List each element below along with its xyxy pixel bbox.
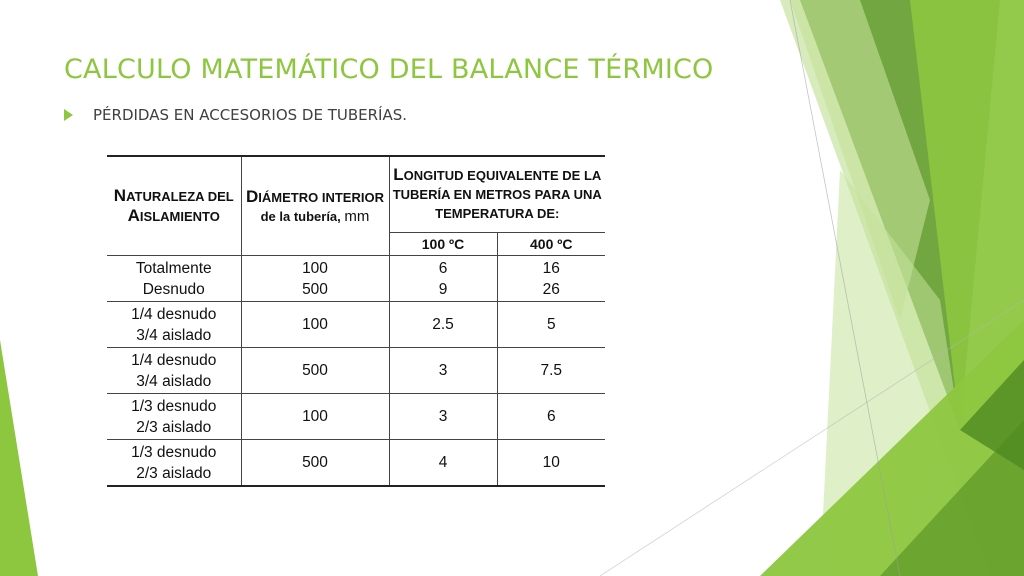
cell-text: 26 — [542, 280, 560, 298]
table-row — [107, 348, 605, 394]
cell-text: 6 — [438, 259, 448, 277]
bullet-item — [64, 106, 407, 124]
cell-text: 500 — [302, 280, 328, 298]
cell-text: 3/4 aislado — [136, 372, 212, 390]
cell-diametro — [241, 256, 389, 302]
cell-text: 2/3 aislado — [136, 418, 212, 436]
cell-text: 1/3 desnudo — [131, 397, 217, 415]
header-naturaleza — [107, 156, 241, 256]
cell-naturaleza — [107, 256, 241, 302]
header-naturaleza-line1: NATURALEZA DEL — [113, 186, 234, 205]
heat-loss-table — [107, 155, 605, 487]
table-row — [107, 302, 605, 348]
cell-400c: 6 — [546, 408, 556, 425]
header-temp-100: 100 ºC — [389, 232, 497, 255]
cell-400c — [497, 256, 605, 302]
cell-text: 16 — [542, 259, 560, 277]
cell-text: Totalmente — [135, 259, 212, 277]
cell-100c: 4 — [389, 440, 497, 487]
cell-text: 1/4 desnudo — [131, 351, 217, 369]
cell-100c: 3 — [389, 394, 497, 440]
header-temp-400: 400 ºC — [497, 232, 605, 255]
slide-title: CALCULO MATEMÁTICO DEL BALANCE TÉRMICO — [64, 54, 714, 85]
cell-400c: 10 — [542, 454, 560, 471]
cell-diametro: 500 — [241, 440, 389, 487]
table-row — [107, 394, 605, 440]
cell-naturaleza — [107, 348, 241, 394]
cell-naturaleza — [107, 394, 241, 440]
cell-100c: 3 — [389, 348, 497, 394]
cell-diametro: 500 — [241, 348, 389, 394]
cell-naturaleza — [107, 302, 241, 348]
cell-400c: 7.5 — [540, 362, 563, 379]
header-longitud-line2: TUBERÍA EN METROS PARA UNA — [392, 187, 602, 203]
header-diametro-line1: DIÁMETRO INTERIOR — [246, 186, 384, 206]
cell-text: 9 — [438, 280, 448, 298]
header-diametro — [241, 156, 389, 256]
header-longitud-line3: TEMPERATURA DE: — [435, 206, 560, 222]
table-header-row — [107, 156, 605, 232]
cell-naturaleza — [107, 440, 241, 487]
triangle-bullet-icon — [64, 109, 73, 121]
cell-diametro: 100 — [241, 394, 389, 440]
cell-100c — [389, 256, 497, 302]
deco-left-shape — [0, 340, 38, 576]
table-row — [107, 256, 605, 302]
header-longitud-line1: LONGITUD EQUIVALENTE DE LA — [393, 165, 602, 185]
table-row — [107, 440, 605, 487]
cell-100c: 2.5 — [389, 302, 497, 348]
cell-diametro: 100 — [241, 302, 389, 348]
cell-400c: 5 — [546, 316, 556, 333]
header-diametro-unit: mm — [344, 207, 370, 225]
bullet-text: PÉRDIDAS EN ACCESORIOS DE TUBERÍAS. — [93, 106, 408, 124]
header-diametro-line2: de la tubería, — [260, 208, 341, 224]
cell-text: Desnudo — [142, 280, 205, 298]
cell-text: 3/4 aislado — [136, 326, 212, 344]
cell-text: 2/3 aislado — [136, 464, 212, 482]
header-longitud — [389, 156, 605, 232]
cell-text: 1/3 desnudo — [131, 443, 217, 461]
cell-text: 100 — [302, 259, 328, 277]
header-naturaleza-line2: AISLAMIENTO — [127, 206, 220, 225]
cell-text: 1/4 desnudo — [131, 305, 217, 323]
